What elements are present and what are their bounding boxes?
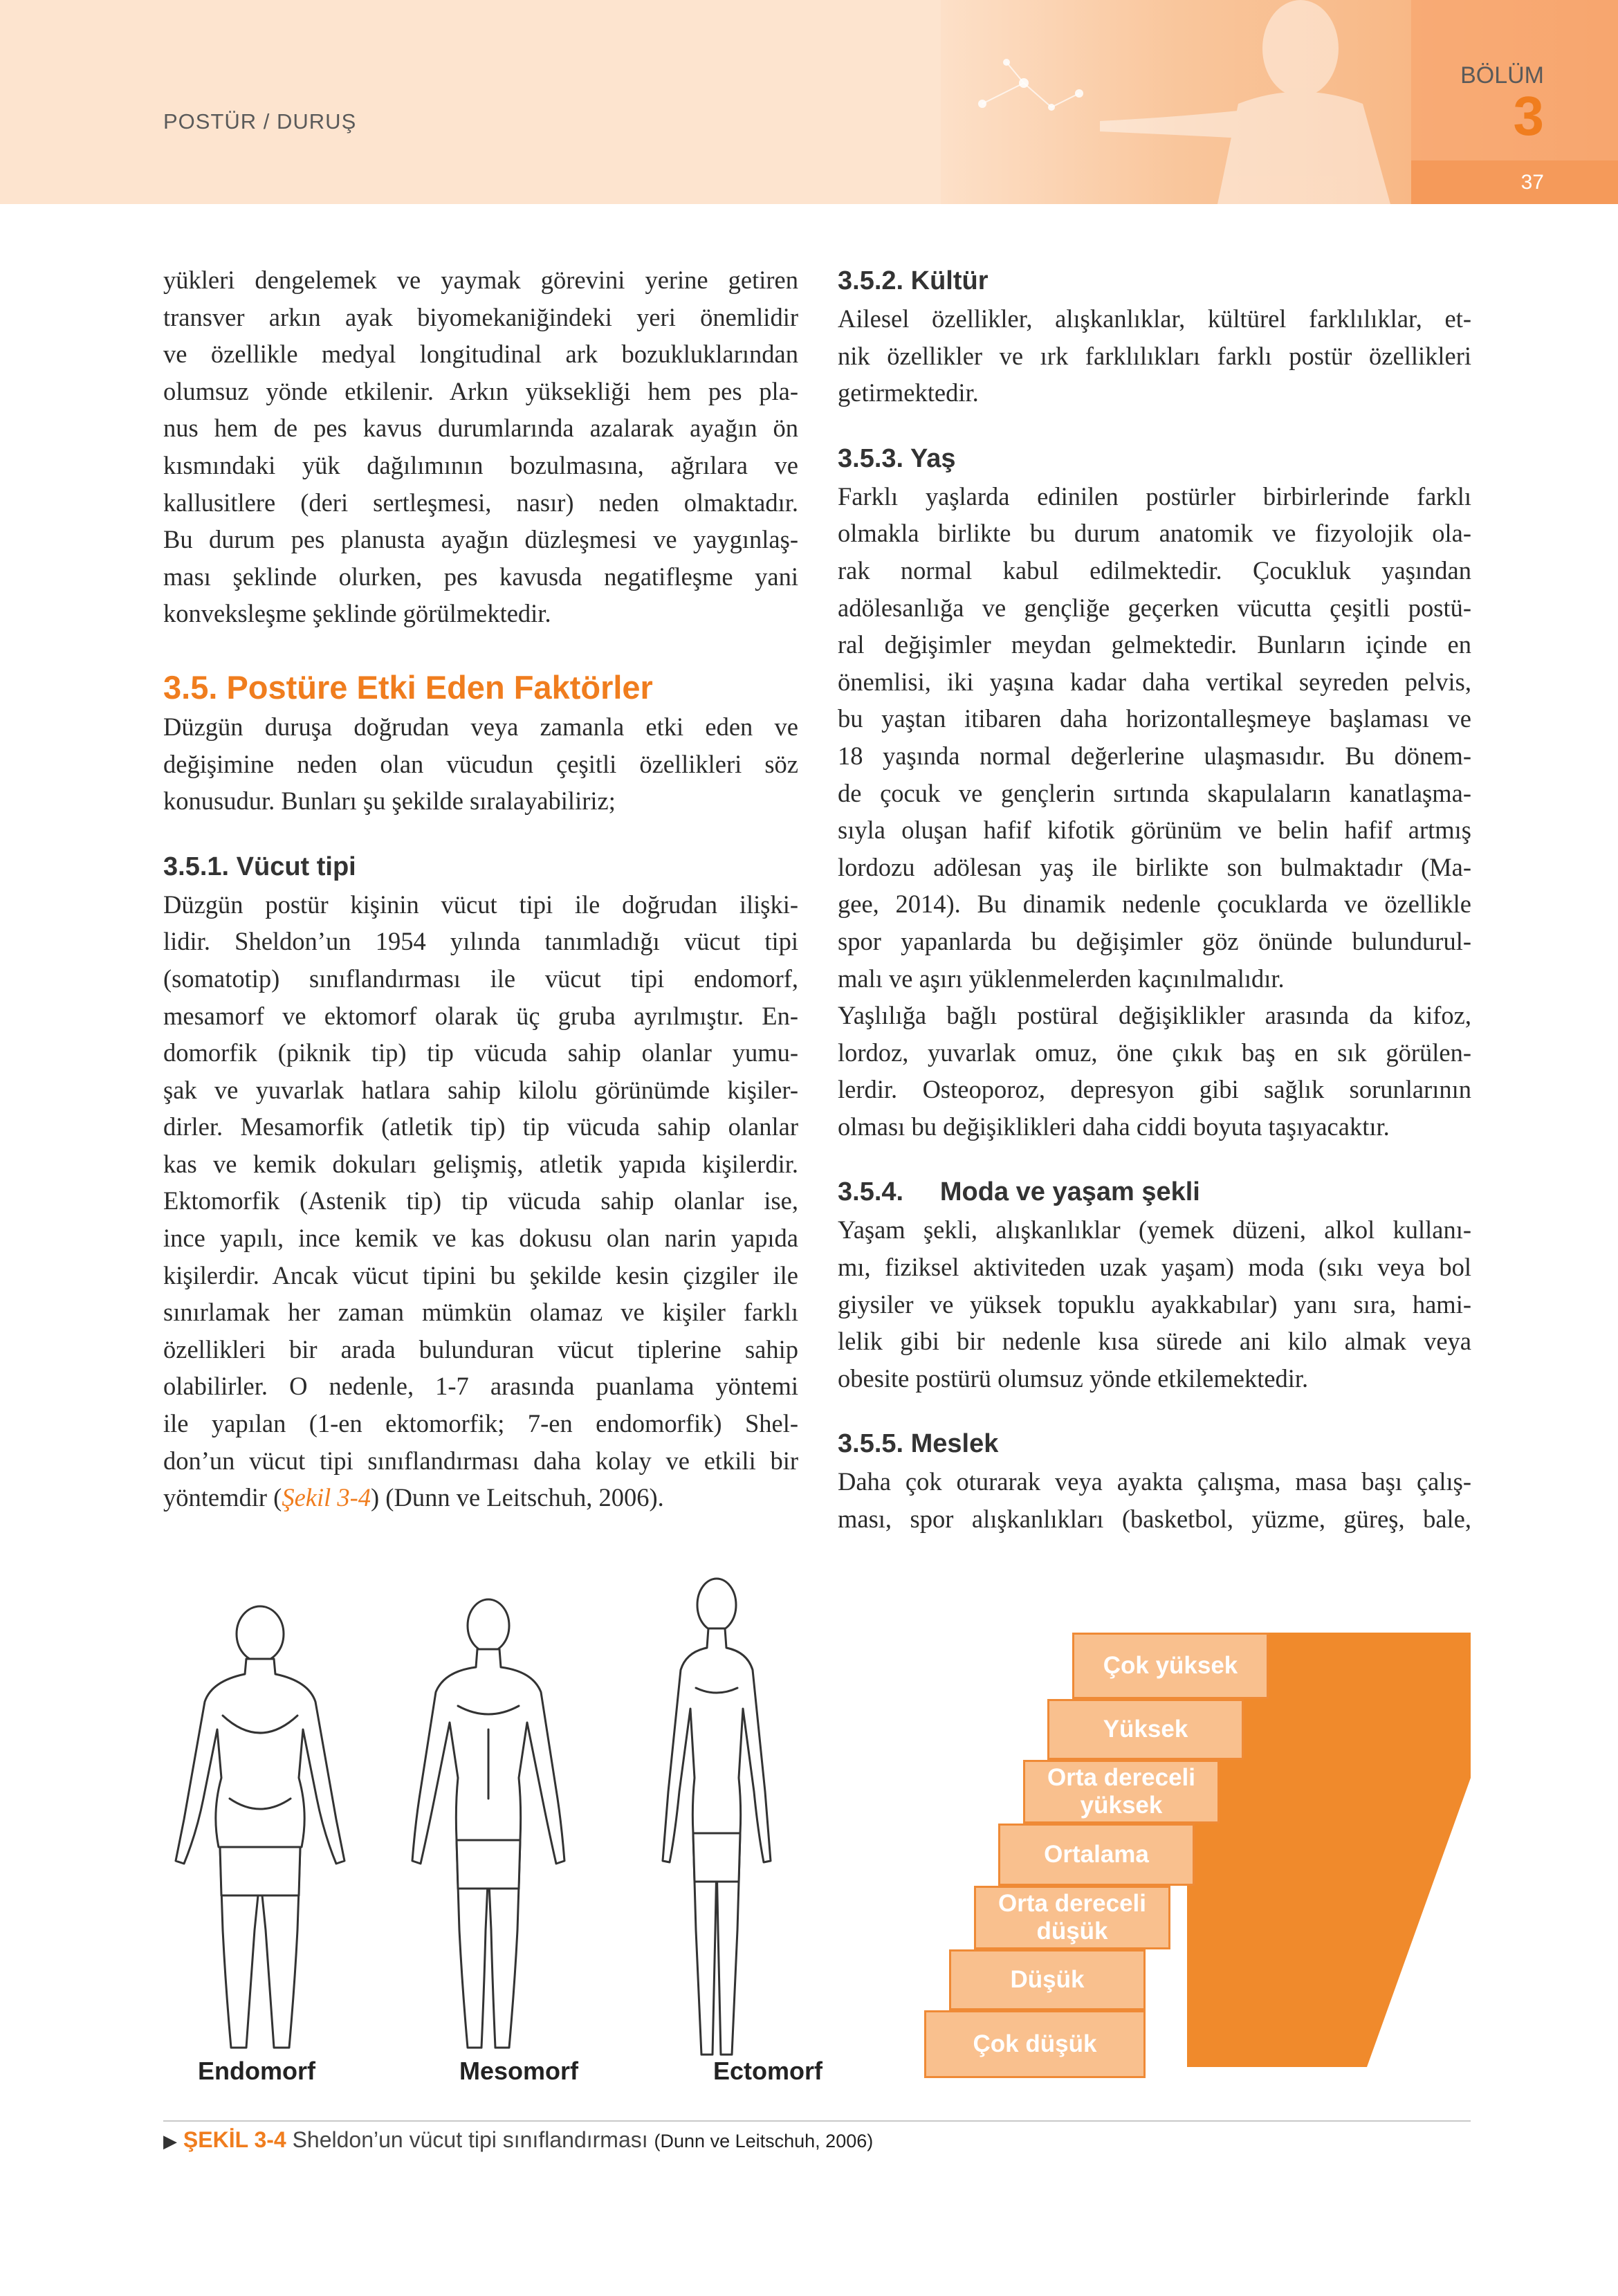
text-line: 18 yaşında normal değerlerine ulaşmasıdır. Bu dönem- [838, 741, 1471, 770]
intro-paragraph [163, 261, 798, 632]
subsection-heading-culture: 3.5.2. Kültür [838, 266, 989, 295]
scale-level-very-low: Çok düşük [924, 2010, 1146, 2078]
text-line: Yaşlılığa bağlı postüral değişiklikler arasında da kifoz, [838, 1001, 1471, 1030]
text-line: malı ve aşırı yüklenmelerden kaçınılmalıdır. [838, 964, 1285, 993]
text-line: Bu durum pes planusta ayağın düzleşmesi ve yaygınlaş- [163, 525, 798, 554]
text-line: Ektomorfik (Astenik tip) tip vücuda sahip olanlar ise, [163, 1186, 798, 1215]
chapter-label: BÖLÜM [1460, 62, 1544, 89]
text-line: Ailesel özellikler, alışkanlıklar, kültürel farklılıklar, et- [838, 304, 1471, 333]
page-header [0, 0, 1618, 204]
text-line: de çocuk ve gençlerin sırtında skapulaların kanatlaşma- [838, 778, 1471, 807]
text-line: Düzgün duruşa doğrudan veya zamanla etki eden ve [163, 712, 798, 741]
text-line: nus hem de pes kavus durumlarında azalarak ayağın ön [163, 414, 798, 443]
mesomorph-label: Mesomorf [459, 2057, 579, 2085]
text-line: özellikleri bir arada bulunduran vücut tiplerine sahip [163, 1334, 798, 1363]
text-line: transver arkın ayak biyomekaniğindeki yeri önemlidir [163, 302, 798, 331]
text-line: yükleri dengelemek ve yaymak görevini yerine getiren [163, 266, 798, 294]
scale-block-shape [163, 1570, 1471, 2103]
text-line: dirler. Mesamorfik (atletik tip) tip vücuda sahip olanlar [163, 1112, 798, 1141]
text-line: ince yapılı, ince kemik ve kas dokusu olan narin yapıda [163, 1224, 798, 1253]
text-line: obesite postürü olumsuz yönde etkilemektedir. [838, 1363, 1309, 1393]
text-line: kısmındaki yük dağılımının bozulmasına, ağrılara ve [163, 450, 798, 479]
text-line: lelik gibi bir nedenle kısa sürede ani kilo almak veya [838, 1327, 1471, 1356]
caption-divider [163, 2120, 1471, 2122]
occupation-paragraph [838, 1463, 1471, 1537]
left-column [163, 261, 798, 1516]
text-line: şak ve yuvarlak hatlara sahip kilolu görünümde kişiler- [163, 1075, 798, 1104]
subsection-heading-age: 3.5.3. Yaş [838, 443, 956, 473]
text-line: rak normal kabul edilmektedir. Çocukluk yaşından [838, 555, 1471, 585]
subsection-heading-body-type: 3.5.1. Vücut tipi [163, 852, 356, 881]
text-fragment: ) (Dunn ve Leitschuh, 2006). [371, 1483, 664, 1512]
text-line: Daha çok oturarak veya ayakta çalışma, masa başı çalış- [838, 1467, 1471, 1496]
text-line-with-reference [163, 1479, 798, 1516]
text-line: konveksleşme şeklinde görülmektedir. [163, 599, 551, 628]
text-line: ması şeklinde olurken, pes kavusda negatifleşme yani [163, 562, 798, 591]
text-line: sıyla oluşan hafif kifotik görünüm ve belin hafif artmış [838, 816, 1471, 845]
figure-reference-link[interactable]: Şekil 3-4 [282, 1483, 371, 1512]
scale-level-high: Yüksek [1047, 1699, 1244, 1760]
text-line: spor yapanlarda bu değişimler göz önünde bulundurul- [838, 926, 1471, 955]
text-line: konusudur. Bunları şu şekilde sıralayabiliriz; [163, 787, 616, 816]
figure-tag: ŞEKİL 3-4 [183, 2127, 286, 2152]
text-line: lerdir. Osteoporoz, depresyon gibi sağlık sorunlarının [838, 1075, 1471, 1104]
subsection-heading-fashion: 3.5.4. Moda ve yaşam şekli [838, 1177, 1200, 1207]
page-number: 37 [1520, 171, 1544, 194]
text-line: ve özellikle medyal longitudinal ark bozukluklarından [163, 340, 798, 369]
caption-source: (Dunn ve Leitschuh, 2006) [654, 2131, 874, 2151]
chapter-number: 3 [1513, 85, 1544, 147]
figure-caption [163, 2127, 873, 2153]
text-line: lidir. Sheldon’un 1954 yılında tanımladığı vücut tipi [163, 927, 798, 956]
text-line: sınırlamak her zaman mümkün olamaz ve kişiler farklı [163, 1298, 798, 1327]
scale-level-very-high: Çok yüksek [1072, 1633, 1269, 1699]
scale-level-low: Düşük [949, 1949, 1146, 2010]
text-line: Farklı yaşlarda edinilen postürler birbirlerinde farklı [838, 481, 1471, 511]
endomorph-label: Endomorf [198, 2057, 315, 2085]
caption-text: Sheldon’un vücut tipi sınıflandırması [292, 2127, 648, 2152]
text-line: nik özellikler ve ırk farklılıkları farklı postür özellikleri [838, 341, 1471, 370]
text-line: domorfik (piknik tip) tip vücuda sahip olanlar yumu- [163, 1038, 798, 1067]
text-line: ile yapılan (1-en ektomorfik; 7-en endomorfik) Shel- [163, 1409, 798, 1438]
culture-paragraph [838, 300, 1471, 412]
section-heading: 3.5. Postüre Etki Eden Faktörler [163, 668, 653, 706]
text-line: mesamorf ve ektomorf olarak üç gruba ayrılmıştır. En- [163, 1001, 798, 1030]
section-intro-paragraph [163, 708, 798, 820]
text-line: kişilerdir. Ancak vücut tipini bu şekilde kesin çizgiler ile [163, 1260, 798, 1289]
running-title: POSTÜR / DURUŞ [163, 109, 357, 134]
right-column [838, 261, 1471, 1538]
text-line: olabilirler. O nedenle, 1-7 arasında puanlama yöntemi [163, 1372, 798, 1401]
caption-arrow-icon: ▶ [163, 2131, 177, 2151]
text-line: don’un vücut tipi sınıflandırması daha kolay ve etkili bir [163, 1446, 798, 1475]
text-line: giysiler ve yüksek topuklu ayakkabılar) yanı sıra, hami- [838, 1289, 1471, 1319]
ectomorph-label: Ectomorf [713, 2057, 823, 2085]
subsection-heading-occupation: 3.5.5. Meslek [838, 1429, 999, 1459]
age-paragraph [838, 478, 1471, 1146]
text-line: kallusitlere (deri sertleşmesi, nasır) neden olmaktadır. [163, 488, 798, 517]
text-line: lordoz, yuvarlak omuz, öne çıkık baş en sık görülen- [838, 1038, 1471, 1067]
text-line: lordozu adölesan yaş ile birlikte son bulmaktadır (Ma- [838, 852, 1471, 881]
text-line: değişimine neden olan vücudun çeşitli özellikleri söz [163, 749, 798, 778]
text-line: kas ve kemik dokuları gelişmiş, atletik yapıda kişilerdir. [163, 1149, 798, 1178]
text-line: ması, spor alışkanlıkları (basketbol, yüzme, güreş, bale, [838, 1505, 1471, 1534]
text-line: olması bu değişiklikleri daha ciddi boyuta taşıyacaktır. [838, 1112, 1390, 1141]
text-line: (somatotip) sınıflandırması ile vücut tipi endomorf, [163, 964, 798, 993]
text-line: adölesanlığa ve gençliğe geçerken vücutta çeşitli postü- [838, 593, 1471, 622]
text-line: mı, fiziksel aktiviteden uzak yaşam) moda (sıkı veya bol [838, 1253, 1471, 1282]
text-line: önemlisi, iki yaşına kadar daha vertikal seyreden pelvis, [838, 667, 1471, 696]
text-line: ral değişimler meydan gelmektedir. Bunların içinde en [838, 630, 1471, 659]
text-line: gee, 2014). Bu dinamik nedenle çocuklarda ve özellikle [838, 890, 1471, 919]
body-type-paragraph [163, 886, 798, 1516]
scale-level-moderately-high: Orta dereceli yüksek [1023, 1760, 1220, 1824]
text-line: olumsuz yönde etkilenir. Arkın yüksekliği hem pes pla- [163, 376, 798, 405]
text-line: olmakla birlikte bu durum anatomik ve fizyolojik ola- [838, 519, 1471, 548]
fashion-paragraph [838, 1211, 1471, 1397]
text-line: getirmektedir. [838, 378, 979, 407]
figure-3-4 [163, 1570, 1471, 2103]
text-line: bu yaştan itibaren daha horizontalleşmeye başlaması ve [838, 704, 1471, 733]
scale-level-moderately-low: Orta dereceli düşük [974, 1886, 1170, 1949]
text-fragment: yöntemdir ( [163, 1483, 282, 1512]
scale-level-average: Ortalama [998, 1824, 1195, 1886]
text-line: Yaşam şekli, alışkanlıklar (yemek düzeni, alkol kullanı- [838, 1215, 1471, 1245]
text-line: Düzgün postür kişinin vücut tipi ile doğrudan ilişki- [163, 890, 798, 919]
